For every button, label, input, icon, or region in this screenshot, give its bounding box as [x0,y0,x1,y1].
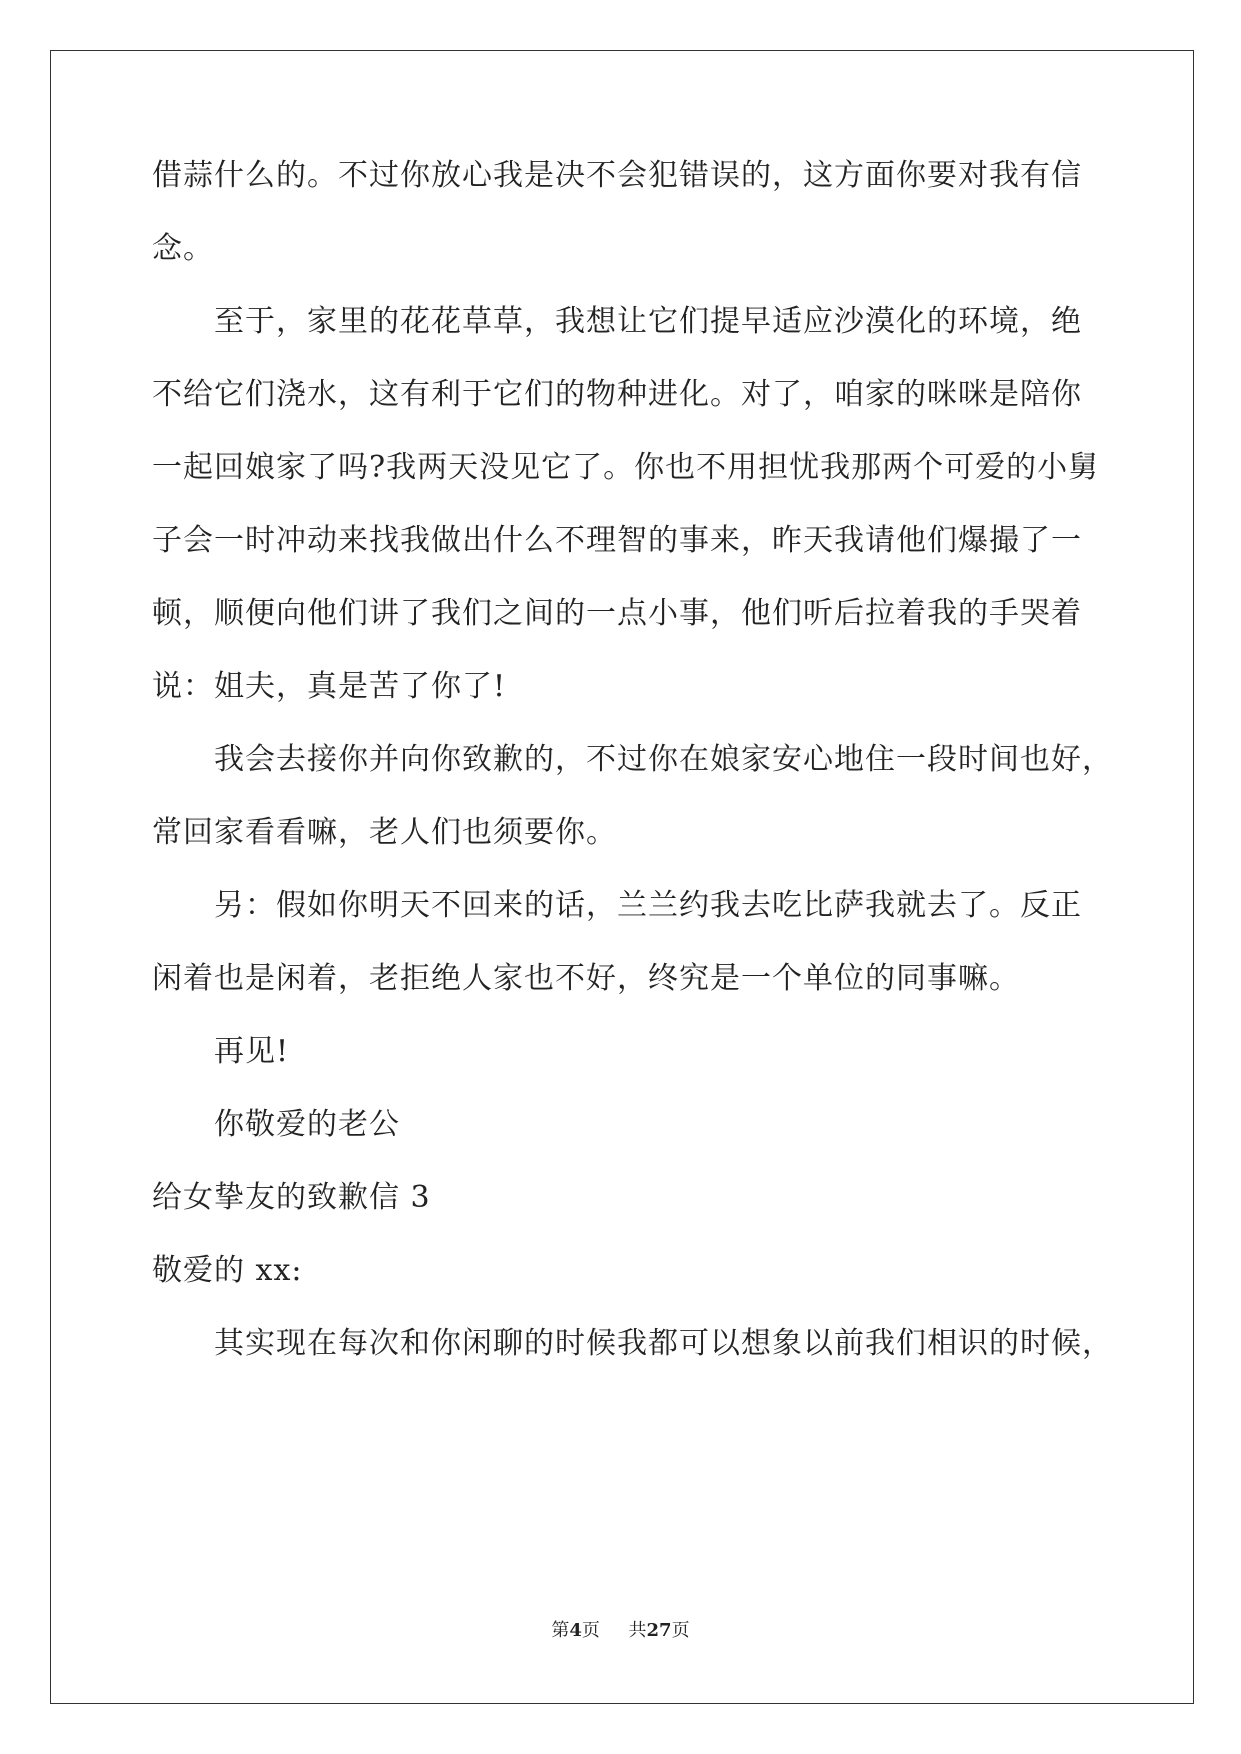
page-prefix: 第 [551,1620,570,1641]
page-border [50,50,1194,1704]
text-line: 顿，顺便向他们讲了我们之间的一点小事，他们听后拉着我的手哭着 [152,596,1082,631]
text-line: 闲着也是闲着，老拒绝人家也不好，终究是一个单位的同事嘛。 [152,961,1020,996]
text-line: 说：姐夫，真是苦了你了! [152,669,507,704]
signature-line: 你敬爱的老公 [214,1107,400,1142]
text-line: 子会一时冲动来找我做出什么不理智的事来，昨天我请他们爆撮了一 [152,523,1082,558]
text-line: 至于，家里的花花草草，我想让它们提早适应沙漠化的环境，绝 [214,304,1082,339]
text-line: 借蒜什么的。不过你放心我是决不会犯错误的，这方面你要对我有信 [152,158,1082,193]
page-number: 4 [569,1620,582,1641]
text-line: 我会去接你并向你致歉的，不过你在娘家安心地住一段时间也好， [214,742,1113,777]
text-line: 不给它们浇水，这有利于它们的物种进化。对了，咱家的咪咪是陪你 [152,377,1082,412]
text-line: 念。 [152,231,214,266]
text-line: 再见! [214,1034,290,1069]
text-line: 常回家看看嘛，老人们也须要你。 [152,815,617,850]
text-line: 另：假如你明天不回来的话，兰兰约我去吃比萨我就去了。反正 [214,888,1082,923]
salutation: 敬爱的 xx: [152,1253,303,1288]
total-pages: 27 [646,1620,672,1641]
text-line: 一起回娘家了吗?我两天没见它了。你也不用担忧我那两个可爱的小舅 [152,450,1100,485]
total-prefix: 共 [628,1620,647,1641]
page-suffix: 页 [581,1620,600,1641]
page-footer [0,1620,1241,1642]
text-line: 其实现在每次和你闲聊的时候我都可以想象以前我们相识的时候， [214,1326,1113,1361]
total-suffix: 页 [671,1620,690,1641]
section-heading: 给女挚友的致歉信 3 [152,1180,431,1215]
